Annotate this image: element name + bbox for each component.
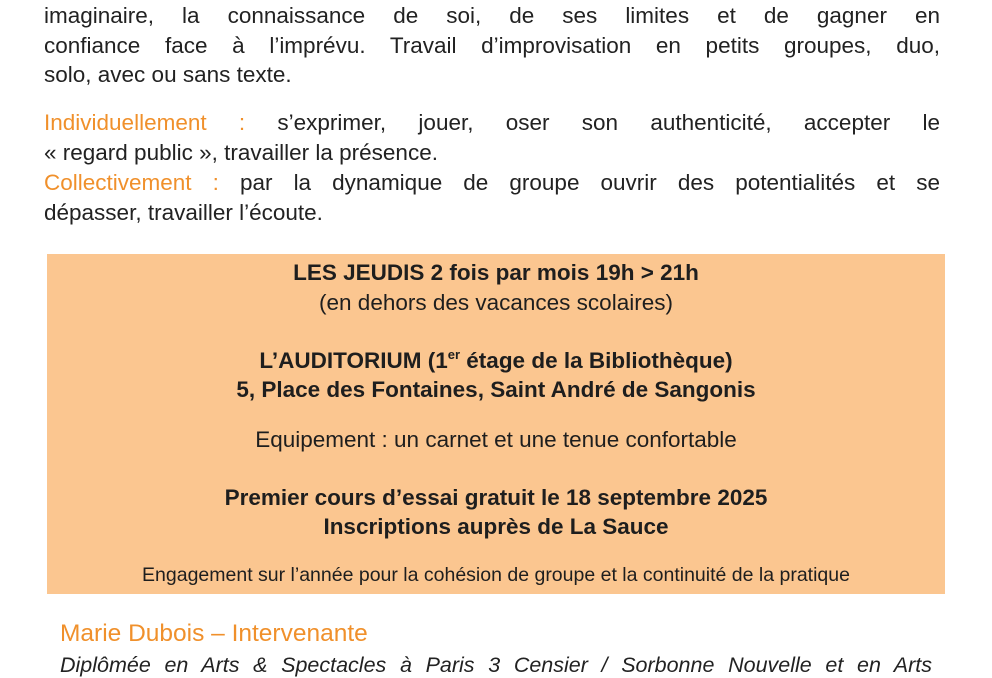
schedule: LES JEUDIS 2 fois par mois 19h > 21h: [293, 260, 699, 285]
intro-paragraph: [44, 1, 940, 90]
individually-text: s’exprimer, jouer, oser son authenticité, accepter le: [277, 110, 940, 135]
address: 5, Place des Fontaines, Saint André de Sangonis: [236, 377, 756, 402]
author-bio: Diplômée en Arts & Spectacles à Paris 3 Censier / Sorbonne Nouvelle et en Arts: [60, 653, 932, 677]
individually-line-2: « regard public », travailler la présence.: [44, 139, 438, 165]
venue-start: L’AUDITORIUM (1: [259, 348, 448, 373]
collectively-line-2: dépasser, travailler l’écoute.: [44, 199, 323, 225]
schedule-note: (en dehors des vacances scolaires): [319, 290, 673, 315]
intro-line: imaginaire, la connaissance de soi, de ses limites et de gagner en: [44, 3, 940, 28]
collectively-text: par la dynamique de groupe ouvrir des potentialités et se: [239, 170, 940, 195]
registration: Inscriptions auprès de La Sauce: [323, 514, 669, 539]
author-name: Marie Dubois – Intervenante: [60, 620, 368, 647]
individually-line-1: [44, 108, 940, 138]
info-box: [47, 254, 945, 594]
collectively-paragraph: [44, 168, 940, 227]
individually-paragraph: [44, 108, 940, 167]
collectively-label: Collectivement :: [44, 170, 219, 195]
trial-session: Premier cours d’essai gratuit le 18 septembre 2025: [224, 485, 768, 510]
collectively-line-1: [44, 168, 940, 198]
venue: [47, 348, 945, 374]
intro-line: confiance face à l’imprévu. Travail d’improvisation en petits groupes, duo,: [44, 32, 940, 58]
individually-label: Individuellement :: [44, 110, 246, 135]
intro-line: solo, avec ou sans texte.: [44, 62, 292, 87]
venue-sup: er: [447, 347, 461, 362]
equipment: Equipement : un carnet et une tenue confortable: [255, 427, 737, 452]
venue-end: étage de la Bibliothèque): [460, 348, 733, 373]
commitment: Engagement sur l’année pour la cohésion de groupe et la continuité de la pratique: [142, 564, 850, 586]
